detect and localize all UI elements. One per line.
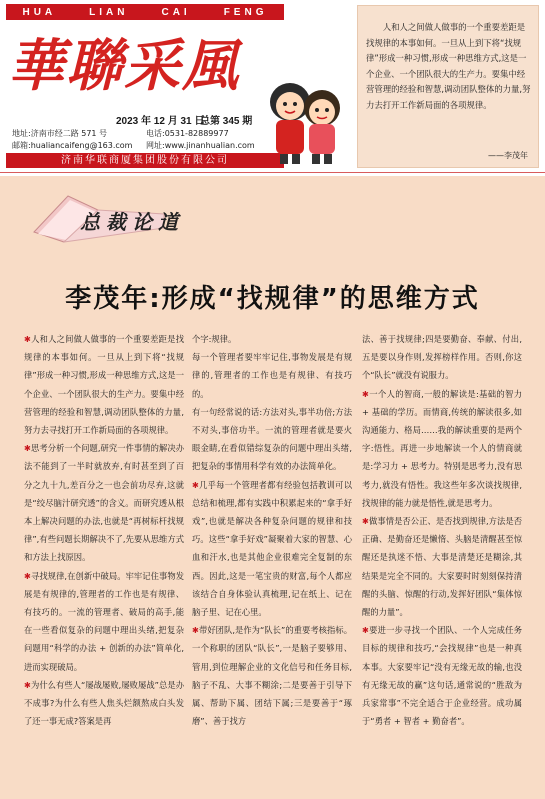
issue-date: 2023 年 12 月 31 日 bbox=[116, 116, 205, 127]
pinyin-1: HUA bbox=[22, 6, 57, 18]
quote-author: ——李茂年 bbox=[488, 151, 528, 160]
bullet-icon: ✱ bbox=[24, 334, 31, 344]
paragraph: 个字:规律。 bbox=[192, 334, 237, 344]
pinyin-4: FENG bbox=[223, 6, 268, 18]
pinyin-3: CAI bbox=[161, 6, 191, 18]
bullet-icon: ✱ bbox=[24, 679, 31, 690]
paragraph: ✱思考分析一个问题,研究一件事情的解决办法不能到了一半时就放弃,有时甚至到了百分之九十九,差百分之一也会前功尽弃,这就是“绞尽脑汁研究透”的含义。而研究透从根本上解决问题的办法,也就是“再树标杆找规律”,有些问题长期解决不了,先要从思维方式和方法上找原因。 bbox=[24, 443, 184, 563]
publisher-bar: 济南华联商厦集团股份有限公司 bbox=[6, 153, 284, 168]
masthead bbox=[0, 0, 352, 170]
article-headline: 李茂年:形成“找规律”的思维方式 bbox=[65, 284, 480, 314]
issue-number: 总第 345 期 bbox=[200, 116, 253, 127]
paragraph: ✱做事情是否公正、是否找到规律,方法是否正确、是勤奋还是懒惰、头脑是清醒甚至惊醒还是执迷不悟、大事是清楚还是糊涂,其结果是完全不同的。大家要时时刻刻保持清醒的头脑、惊醒的行动,发挥好团队“集体惊醒的力量”。 bbox=[362, 516, 522, 618]
paragraph: ✱带好团队,是作为“队长”的重要考核指标。一个称职的团队“队长”,一是脑子要够用、管用,到位理解企业的文化信号和任务目标,脑子不乱、大事不糊涂;二是要善于引导下属、帮助下属、团结下属;三是要善于“琢磨”、善于找方 bbox=[192, 625, 352, 727]
article-column-1 bbox=[24, 330, 184, 730]
editorial-quote-box bbox=[357, 5, 539, 168]
bullet-icon: ✱ bbox=[192, 479, 199, 490]
column-name: 总裁论道 bbox=[80, 210, 184, 234]
paragraph: ✱要进一步寻找一个团队、一个人完成任务目标的规律和技巧,“会找规律”也是一种真本事。大家要牢记“没有无缘无故的输,也没有无缘无故的赢”这句话,通常说的“胜敌为兵家常事”不完全适合于企业经营。成功属于“勇者 + 智者 + 勤奋者”。 bbox=[362, 625, 522, 727]
bullet-icon: ✱ bbox=[24, 443, 31, 454]
paragraph: 每一个管理者要牢牢记住,事物发展是有规律的,管理者的工作也是有规律、有技巧的。 bbox=[192, 352, 352, 399]
article-column-3 bbox=[362, 330, 522, 730]
article-column-2 bbox=[192, 330, 352, 730]
cartoon-mascots-illustration bbox=[262, 74, 348, 168]
paragraph: ✱几乎每一个管理者都有经验包括教训可以总结和梳理,都有实践中积累起来的“拿手好戏”,也就是解决各种复杂问题的规律和技巧。这些“拿手好戏”凝聚着大家的智慧、心血和汗水,也是其他企业很难完全复制的东西。因此,这是一笔宝贵的财富,每个人都应该结合自身体验认真梳理,记在纸上、记在脑子里、记在心里。 bbox=[192, 479, 352, 618]
bullet-icon: ✱ bbox=[362, 625, 369, 636]
phone: 电话:0531-82889977 bbox=[146, 129, 229, 138]
bullet-icon: ✱ bbox=[362, 516, 369, 527]
paragraph: 法、善于找规律;四是要勤奋、奉献、付出,五是要以身作则,发挥榜样作用。否则,你这个“队长”就没有说服力。 bbox=[362, 334, 522, 381]
website: 网址:www.jinanhualian.com bbox=[146, 141, 255, 150]
paragraph: 有一句经常说的话:方法对头,事半功倍;方法不对头,事倍功半。一流的管理者就是要火眼金睛,在看似错综复杂的问题中理出头绪,把复杂的事情用科学有效的办法简单化。 bbox=[192, 406, 352, 472]
email: 邮箱:hualiancaifeng@163.com bbox=[12, 141, 133, 150]
masthead-title: 華聯采風 bbox=[8, 33, 240, 99]
bullet-icon: ✱ bbox=[362, 388, 369, 399]
pinyin-2: LIAN bbox=[89, 6, 129, 18]
bullet-icon: ✱ bbox=[192, 625, 199, 636]
paragraph: ✱为什么有些人“屡战屡败,屡败屡战”总是办不成事?为什么有些人焦头烂额熬成白头发了还一事无成?答案是再 bbox=[24, 679, 184, 727]
paragraph: ✱人和人之间做人做事的一个重要差距是找规律的本事如何。一旦从上到下将“找规律”形成一种习惯,形成一种思维方式,这是一个企业、一个团队很大的生产力。要集中经营管理的经验和智慧,调动团队整体的力量,努力去寻找打开工作新局面的各项规律。 bbox=[24, 334, 184, 436]
bullet-icon: ✱ bbox=[24, 570, 31, 581]
quote-text: 人和人之间做人做事的一个重要差距是找规律的本事如何。一旦从上到下将“找规律”形成一种习惯,形成一种思维方式,这是一个企业、一个团队很大的生产力。要集中经营管理的经验和智慧,调动团队整体的力量,努力去打开工作新局面的各项规律。 bbox=[366, 22, 531, 110]
paragraph: ✱一个人的智商,一般的解读是:基础的智力 + 基础的学历。而情商,传统的解读很多,如沟通能力、格局……我的解读重要的是两个字:悟性。再进一步地解读一个人的情商就是:学习力 + 思考力。特别是思考力,没有思考力,就没有悟性。我这些年多次谈找规律,找规律的能力就是悟性,就是思考力。 bbox=[362, 388, 522, 508]
divider bbox=[0, 172, 545, 173]
address: 地址:济南市经二路 571 号 bbox=[12, 129, 108, 138]
paragraph: ✱寻找规律,在创新中破局。牢牢记住事物发展是有规律的,管理者的工作也是有规律、有技巧的。一流的管理者、破局的高手,能在一些看似复杂的问题中理出头绪,把复杂问题用“科学的办法 + 创新的办法”简单化,进而实现破局。 bbox=[24, 570, 184, 672]
masthead-pinyin-bar bbox=[6, 4, 284, 20]
